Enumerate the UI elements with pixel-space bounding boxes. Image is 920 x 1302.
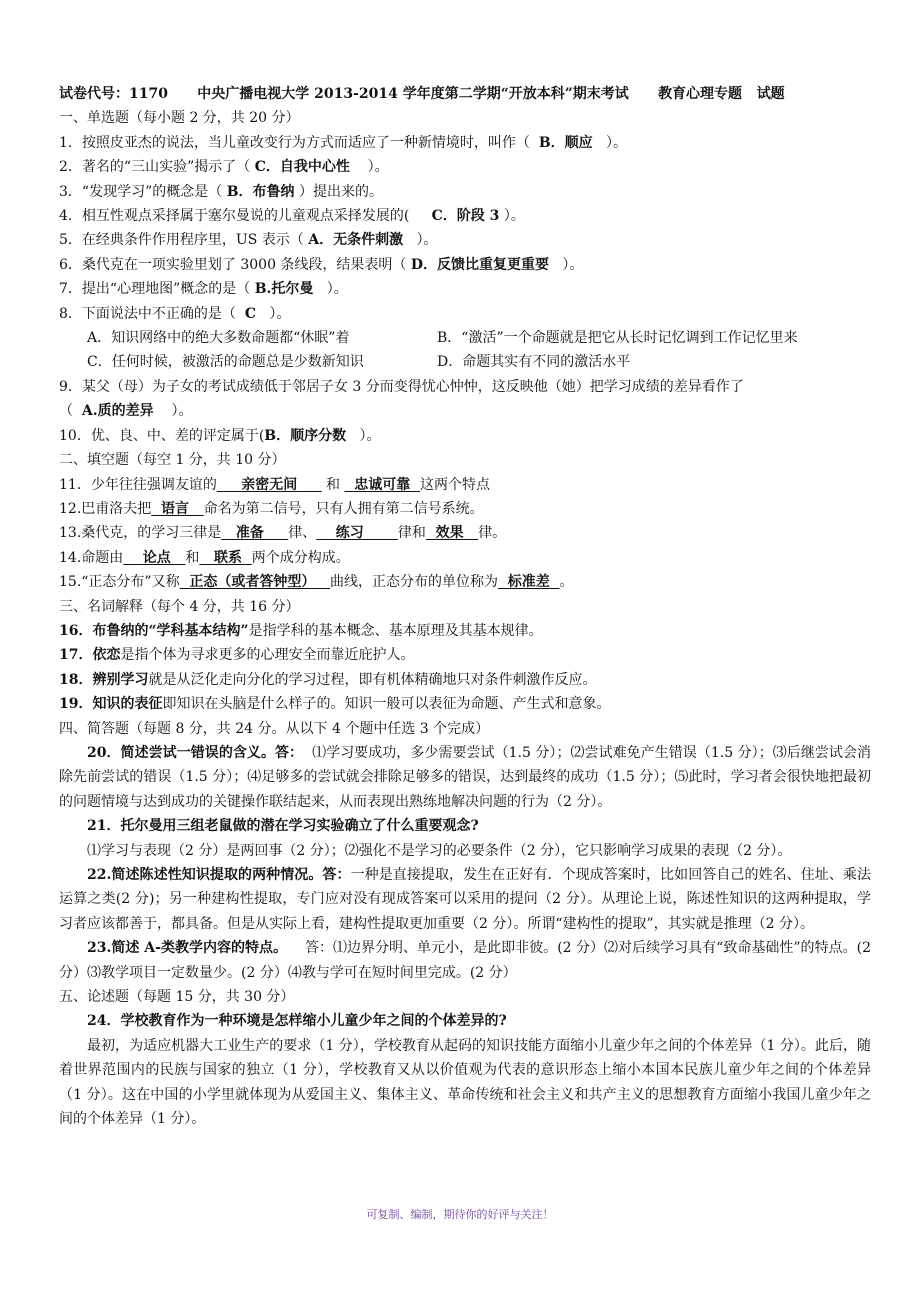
question-15: 15.“正态分布”又称 正态（或者答钟型） 曲线，正态分布的单位称为 标准差 。 <box>59 574 574 591</box>
question-10: 10．优、良、中、差的评定属于(B．顺序分数 ）。 <box>59 427 381 444</box>
answer-9: A.质的差异 <box>81 403 154 420</box>
answer-8: C <box>244 305 256 322</box>
option-c: C．任何时候，被激活的命题总是少数新知识 <box>87 354 364 371</box>
question-8-options-cd <box>59 350 871 374</box>
exam-subject: 教育心理专题 <box>658 86 743 102</box>
question-17: 17．依恋是指个体为寻求更多的心理安全而靠近庇护人。 <box>59 647 415 664</box>
option-d: D．命题其实有不同的激活水平 <box>437 354 631 371</box>
answer-13a: 准备 <box>235 525 264 542</box>
question-2: 2．著名的“三山实验”揭示了（ C．自我中心性 ）。 <box>59 159 389 176</box>
section-title-essay: 五、论述题（每题 15 分，共 30 分） <box>59 989 295 1006</box>
question-8: 8．下面说法中不正确的是（ C ）。 <box>59 305 291 322</box>
question-16: 16．布鲁纳的“学科基本结构”是指学科的基本概念、基本原理及其基本规律。 <box>59 622 543 639</box>
answer-24: 最初，为适应机器大工业生产的要求（1 分），学校教育从起码的知识技能方面缩小儿童少年之间的个体差异（1 分）。此后，随着世界范围内的民族与国家的独立（1 分），学校教育又从以价值观为代表的意识形态上缩小本国本民族儿童少年之间的个体差异（1 分）。这在中国的小学里就体现为从爱国主义、集体主义、革命传统和社会主义和共产主义的思想教育方面缩小我国儿童少年之间的个体差异（1 分）。 <box>59 1037 871 1128</box>
footer-note: 可复制、编制，期待你的好评与关注！ <box>366 1208 554 1221</box>
answer-5: A．无条件刺激 <box>308 232 404 249</box>
exam-document <box>59 82 871 1131</box>
question-3: 3．“发现学习”的概念是（ B．布鲁纳 ）提出来的。 <box>59 183 383 200</box>
question-18: 18．辨别学习就是从泛化走向分化的学习过程，即有机体精确地只对条件刺激作反应。 <box>59 671 597 688</box>
question-11: 11．少年往往强调友谊的 亲密无间 和 忠诚可靠 这两个特点 <box>59 476 490 493</box>
question-14: 14.命题由 论点 和 联系 两个成分构成。 <box>59 549 350 566</box>
answer-4: C．阶段 3 <box>431 208 500 225</box>
question-9: 9．某父（母）为子女的考试成绩低于邻居子女 3 分而变得忧心忡忡，这反映他（她）把学习成绩的差异看作了 <box>59 378 744 395</box>
question-22: 22.简述陈述性知识提取的两种情况。答：一种是直接提取，发生在正好有．个现成答案时，比如回答自己的姓名、住址、乘法运算之类(2 分)；另一种建构性提取，专门应对没有现成答案可以采用的提问（2 分）。从理论上说，陈述性知识的这两种提取，学习者应该都善于，都具备。但是从实际上看，建构性提取更加重要（2 分）。所谓“建构性的提取”，其实就是推理（2 分）。 <box>59 867 872 932</box>
question-5: 5．在经典条件作用程序里，US 表示（ A．无条件刺激 ）。 <box>59 232 438 249</box>
question-21: 21．托尔曼用三组老鼠做的潜在学习实验确立了什么重要观念? <box>87 818 479 835</box>
answer-6: D．反馈比重复更重要 <box>410 256 550 273</box>
section-title-fill-blank: 二、填空题（每空 1 分，共 10 分） <box>59 452 286 469</box>
section-title-single-choice: 一、单选题（每小题 2 分，共 20 分） <box>59 110 300 127</box>
answer-11a: 亲密无间 <box>241 476 298 493</box>
answer-1: B．顺应 <box>538 134 593 151</box>
section-title-terms: 三、名词解释（每个 4 分，共 16 分） <box>59 598 300 615</box>
section-title-short-answer: 四、简答题（每题 8 分，共 24 分。从以下 4 个题中任选 3 个完成） <box>59 720 490 737</box>
question-4: 4．相互性观点采择属于塞尔曼说的儿童观点采择发展的( C．阶段 3 ）。 <box>59 208 525 225</box>
question-12: 12.巴甫洛夫把 语言 命名为第二信号，只有人拥有第二信号系统。 <box>59 500 484 517</box>
answer-13b: 练习 <box>335 525 364 542</box>
answer-15b: 标准差 <box>507 574 550 591</box>
question-7: 7．提出“心理地图”概念的是（ B.托尔曼 ）。 <box>59 281 348 298</box>
question-13: 13.桑代克，的学习三律是 准备 律、 练习 律和 效果 律。 <box>59 525 507 542</box>
answer-15a: 正态（或者答钟型） <box>189 574 316 591</box>
question-6: 6．桑代克在一项实验里划了 3000 条线段，结果表明（ D．反馈比重复更重要 ）。 <box>59 256 584 273</box>
paper-code: 试卷代号：1170 <box>59 86 168 102</box>
option-a: A．知识网络中的绝大多数命题都“休眠”着 <box>87 330 350 347</box>
question-1: 1．按照皮亚杰的说法，当儿童改变行为方式而适应了一种新情境时，叫作（ B．顺应 ）。 <box>59 134 628 151</box>
answer-12: 语言 <box>161 500 190 517</box>
answer-13c: 效果 <box>435 525 464 542</box>
exam-kind: 试题 <box>756 86 785 102</box>
question-19: 19．知识的表征即知识在头脑是什么样子的。知识一般可以表征为命题、产生式和意象。 <box>59 696 611 713</box>
answer-7: B.托尔曼 <box>254 281 314 298</box>
exam-university: 中央广播电视大学 2013-2014 学年度第二学期“开放本科”期末考试 <box>197 86 629 102</box>
answer-21: ⑴学习与表现（2 分）是两回事（2 分）；⑵强化不是学习的必要条件（2 分），它只影响学习成果的表现（2 分）。 <box>87 842 792 859</box>
option-b: B．“激活”一个命题就是把它从长时记忆调到工作记忆里来 <box>437 330 798 347</box>
answer-11b: 忠诚可靠 <box>354 476 411 493</box>
answer-3: B．布鲁纳 <box>226 183 295 200</box>
question-23: 23.简述 A-类教学内容的特点。 答：⑴边界分明、单元小，是此即非彼。(2 分）⑵对后续学习具有“致命基础性”的特点。(2 分）⑶教学项目一定数量少。(2 分）⑷教与学可在短时间里完成。(2 分） <box>59 940 871 981</box>
question-9-answer-line: （ A.质的差异 ）。 <box>59 403 193 420</box>
answer-2: C．自我中心性 <box>254 159 350 176</box>
answer-14b: 联系 <box>214 549 243 566</box>
question-8-options-ab <box>59 326 871 350</box>
answer-14a: 论点 <box>142 549 171 566</box>
exam-header <box>59 82 871 106</box>
question-20: 20．简述尝试一错误的含义。答： ⑴学习要成功，多少需要尝试（1.5 分）；⑵尝试难免产生错误（1.5 分）；⑶后继尝试会消除先前尝试的错误（1.5 分）；⑷足够多的尝试就会排除足够多的错误，达到最终的成功（1.5 分）；⑸此时，学习者会很快地把最初的问题情境与达到成功的关键操作联结起来，从而表现出熟练地解决问题的行为（2 分）。 <box>59 744 871 810</box>
question-24: 24．学校教育作为一种环境是怎样缩小儿童少年之间的个体差异的? <box>87 1013 507 1030</box>
answer-10: B．顺序分数 <box>264 427 347 444</box>
